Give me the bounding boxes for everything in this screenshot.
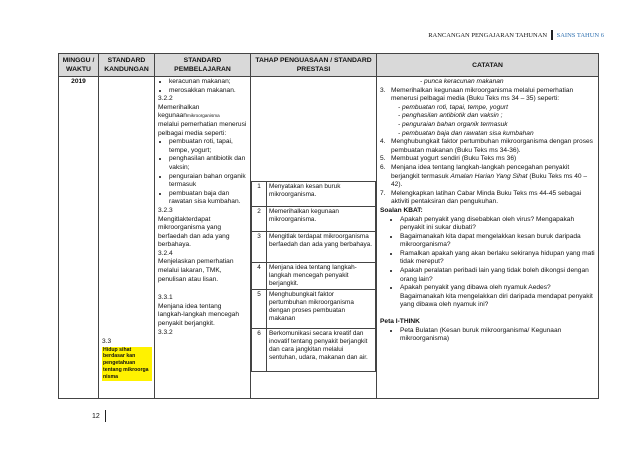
catatan-cell: [377, 77, 599, 399]
catatan-item-6: 6. Menjana idea tentang langkah-langkah pencegahan penyakit berjangkit termasuk Amalan Harian Yang Sihat (Buku Teks ms 40 – 42).: [380, 163, 588, 189]
ithink-title: Peta I-THINK: [380, 318, 420, 326]
sk-text: Hidup sihat berdasar kan pengetahuan tentang mikroorga nisma: [102, 347, 152, 381]
sp-text-331: Menjana idea tentang langkah-langkah mencegah penyakit berjangkit.: [158, 302, 240, 328]
sp-bullets-322: [158, 138, 247, 207]
week-cell: 2019: [59, 77, 99, 399]
table-row: [252, 232, 376, 263]
list-item: • penghasilan antibiotik dan vaksin;: [169, 155, 247, 172]
table-row: [59, 77, 599, 399]
list-item: - penghasilan antibiotik dan vaksin ;: [406, 112, 595, 121]
list-item: • penguraian bahan organik termasuk: [169, 173, 247, 190]
page-header: [428, 30, 604, 40]
standard-pembelajaran-cell: [155, 77, 251, 399]
tahap-penguasaan-cell: [251, 77, 377, 399]
list-item: - pembuatan baja dan rawatan sisa kumbahan: [406, 130, 595, 139]
tp-number: 3: [252, 232, 267, 263]
sp-bullets-top: [158, 78, 247, 95]
catatan-item-7: 7. Melengkapkan latihan Cabar Minda Buku Teks ms 44-45 sebagai aktiviti pentaksiran dan pengukuhan.: [380, 189, 582, 206]
catatan-item-4: 4. Menghubungkait faktor pertumbuhan mikroorganisma dengan proses pembuatan makanan (Buku Teks ms 34-36).: [380, 138, 593, 154]
sp-text-322b: kegunaanmikroorganisma: [158, 112, 220, 120]
list-item: • pembuatan roti, tapai, tempe, yogurt;: [169, 138, 247, 155]
header-divider: [551, 30, 553, 40]
kbat-list: [380, 216, 595, 311]
table-row: [252, 329, 376, 372]
list-item: - penguraian bahan organik termasuk: [406, 121, 595, 130]
tp-number: 2: [252, 207, 267, 232]
header-subject: SAINS TAHUN 6: [556, 31, 604, 39]
list-item: • Apakah penyakit yang disebabkan oleh virus? Mengapakah penyakit ini sukar diubati?: [400, 216, 595, 233]
tp-number: 5: [252, 290, 267, 329]
sp-code-331: 3.3.1: [158, 294, 173, 302]
list-item: - punca keracunan makanan: [428, 78, 595, 87]
sp-text-322: Memerihalkan: [158, 103, 200, 111]
table-row: [252, 263, 376, 290]
list-item: • merosakkan makanan.: [169, 87, 247, 96]
list-item: • Apakah penyakit yang dibawa oleh nyamuk Aedes? Bagaimanakah kita mengelakkan diri daripada mendapat penyakit yang dibawa oleh nyamuk ini?: [400, 284, 595, 310]
tp-descriptor: Menghubungkait faktor pertumbuhan mikroorganisma dengan proses pembuatan makanan: [267, 290, 376, 329]
kbat-title: Soalan KBAT:: [380, 206, 423, 214]
list-item: • keracunan makanan;: [169, 78, 247, 87]
header-minggu: MINGGU / WAKTU: [59, 54, 99, 77]
table-row: [252, 290, 376, 329]
tp-table: [251, 181, 376, 372]
sp-code-322: 3.2.2: [158, 95, 173, 103]
standard-kandungan-cell: [99, 77, 155, 399]
list-item: • pembuatan baja dan rawatan sisa kumbahan.: [169, 190, 247, 207]
tp-descriptor: Mengitlak terdapat mikroorganisma berfaedah dan ada yang berbahaya.: [267, 232, 376, 263]
list-item: • Ramalkan apakah yang akan berlaku sekiranya hidupan yang mati tidak mereput?: [400, 250, 595, 267]
catatan-item-5: 5. Membuat yogurt sendiri (Buku Teks ms 36): [380, 155, 517, 163]
list-item: - pembuatan roti, tapai, tempe, yogurt: [406, 104, 595, 113]
catatan-item-3-list: [380, 104, 595, 138]
list-item: • Peta Bulatan (Kesan buruk mikroorganisma/ Kegunaan mikroorganisma): [400, 327, 595, 344]
ithink-list: [380, 327, 595, 344]
rpt-table: [58, 53, 599, 399]
sp-code-323: 3.2.3: [158, 206, 173, 214]
tp-descriptor: Memerihalkan kegunaan mikroorganisma.: [267, 207, 376, 232]
header-title: RANCANGAN PENGAJARAN TAHUNAN: [428, 31, 548, 39]
page-number: 12: [92, 412, 100, 420]
table-header-row: [59, 54, 599, 77]
tp-number: 6: [252, 329, 267, 372]
sp-text-323: Mengitlakterdapat mikroorganisma yang berfaedah dan ada yang berbahaya.: [158, 215, 230, 249]
sp-text-324: Menjelaskan pemerhatian melalui lakaran, TMK, penulisan atau lisan.: [158, 258, 234, 283]
header-standard-kandungan: STANDARD KANDUNGAN: [99, 54, 155, 77]
catatan-item-3: 3. Memerihalkan kegunaan mikroorganisma melalui pemerhatian menerusi pelbagai media (Buku Teks ms 34 – 35) seperti:: [380, 86, 574, 103]
header-tahap-penguasaan: TAHAP PENGUASAAN / STANDARD PRESTASI: [251, 54, 377, 77]
table-row: [252, 207, 376, 232]
sk-code: 3.3: [102, 338, 112, 345]
list-item: • Apakah peralatan peribadi lain yang tidak boleh dikongsi dengan orang lain?: [400, 267, 595, 284]
table-row: [252, 182, 376, 207]
page-footer: [92, 410, 106, 422]
tp-descriptor: Berkomunikasi secara kreatif dan inovatif tentang penyakit berjangkit dan cara jangkitan melalui sentuhan, udara, makanan dan air.: [267, 329, 376, 372]
tp-descriptor: Menyatakan kesan buruk mikroorganisma.: [267, 182, 376, 207]
footer-divider: [105, 410, 107, 422]
header-standard-pembelajaran: STANDARD PEMBELAJARAN: [155, 54, 251, 77]
catatan-dash-top: [380, 78, 595, 87]
sp-text-322c: melalui pemerhatian menerusi pelbagai media seperti:: [158, 120, 247, 137]
header-catatan: CATATAN: [377, 54, 599, 77]
sp-code-332: 3.3.2: [158, 328, 173, 336]
list-item: • Bagaimanakah kita dapat mengelakkan kesan buruk daripada mikroorganisma?: [400, 233, 595, 250]
tp-descriptor: Menjana idea tentang langkah-langkah mencegah penyakit berjangkit.: [267, 263, 376, 290]
tp-number: 4: [252, 263, 267, 290]
tp-number: 1: [252, 182, 267, 207]
sp-code-324: 3.2.4: [158, 249, 173, 257]
